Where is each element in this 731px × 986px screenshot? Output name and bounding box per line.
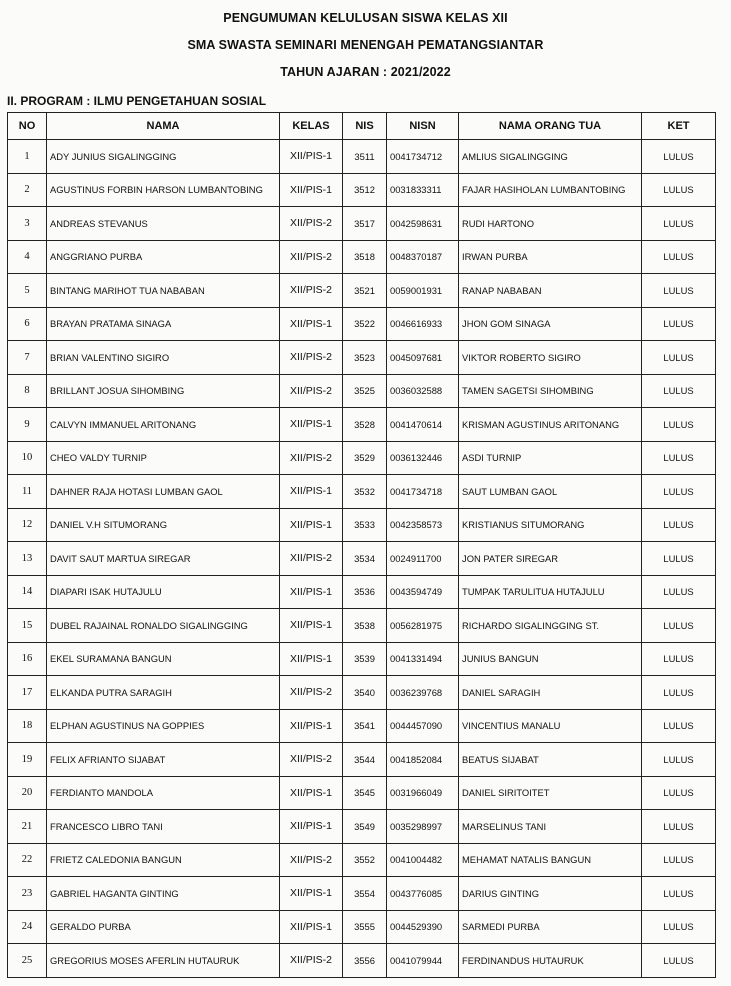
cell-nama-orang-tua: DARIUS GINTING [459, 877, 642, 911]
cell-kelas: XII/PIS-1 [280, 910, 343, 944]
cell-nama-orang-tua: FERDINANDUS HUTAURUK [459, 944, 642, 978]
cell-no: 5 [8, 274, 47, 308]
cell-ket: LULUS [642, 307, 716, 341]
cell-nama-orang-tua: FAJAR HASIHOLAN LUMBANTOBING [459, 173, 642, 207]
table-row [8, 274, 716, 308]
table-body [8, 140, 716, 978]
cell-nama: ADY JUNIUS SIGALINGGING [47, 140, 280, 174]
table-row [8, 341, 716, 375]
cell-nis: 3545 [343, 776, 387, 810]
cell-nama: DAHNER RAJA HOTASI LUMBAN GAOL [47, 475, 280, 509]
cell-kelas: XII/PIS-2 [280, 274, 343, 308]
cell-nama: GERALDO PURBA [47, 910, 280, 944]
cell-ket: LULUS [642, 609, 716, 643]
cell-nama: GABRIEL HAGANTA GINTING [47, 877, 280, 911]
table-row [8, 877, 716, 911]
cell-nis: 3529 [343, 441, 387, 475]
cell-ket: LULUS [642, 709, 716, 743]
cell-nama-orang-tua: RUDI HARTONO [459, 207, 642, 241]
column-header-nis: NIS [343, 113, 387, 140]
cell-nama: BRIAN VALENTINO SIGIRO [47, 341, 280, 375]
cell-kelas: XII/PIS-1 [280, 173, 343, 207]
cell-kelas: XII/PIS-1 [280, 776, 343, 810]
column-header-ket: KET [642, 113, 716, 140]
table-row [8, 944, 716, 978]
cell-nisn: 0043594749 [387, 575, 459, 609]
cell-no: 12 [8, 508, 47, 542]
cell-ket: LULUS [642, 274, 716, 308]
cell-no: 3 [8, 207, 47, 241]
table-row [8, 374, 716, 408]
cell-kelas: XII/PIS-1 [280, 709, 343, 743]
cell-nama-orang-tua: TAMEN SAGETSI SIHOMBING [459, 374, 642, 408]
cell-kelas: XII/PIS-1 [280, 307, 343, 341]
cell-nis: 3539 [343, 642, 387, 676]
cell-nama: DIAPARI ISAK HUTAJULU [47, 575, 280, 609]
cell-nisn: 0041852084 [387, 743, 459, 777]
cell-nis: 3549 [343, 810, 387, 844]
table-row [8, 676, 716, 710]
cell-nis: 3554 [343, 877, 387, 911]
cell-kelas: XII/PIS-1 [280, 408, 343, 442]
column-header-no: NO [8, 113, 47, 140]
cell-ket: LULUS [642, 575, 716, 609]
cell-nama: DAVIT SAUT MARTUA SIREGAR [47, 542, 280, 576]
table-row [8, 508, 716, 542]
cell-nama: FELIX AFRIANTO SIJABAT [47, 743, 280, 777]
cell-no: 4 [8, 240, 47, 274]
cell-nisn: 0031833311 [387, 173, 459, 207]
announcement-title: PENGUMUMAN KELULUSAN SISWA KELAS XII [223, 11, 508, 25]
cell-kelas: XII/PIS-2 [280, 944, 343, 978]
column-header-nama-orang-tua: NAMA ORANG TUA [459, 113, 642, 140]
cell-nis: 3523 [343, 341, 387, 375]
cell-nisn: 0031966049 [387, 776, 459, 810]
graduation-table [7, 112, 716, 978]
cell-no: 11 [8, 475, 47, 509]
table-row [8, 609, 716, 643]
cell-nama-orang-tua: KRISTIANUS SITUMORANG [459, 508, 642, 542]
cell-nis: 3517 [343, 207, 387, 241]
cell-nama-orang-tua: MEHAMAT NATALIS BANGUN [459, 843, 642, 877]
cell-kelas: XII/PIS-1 [280, 140, 343, 174]
cell-no: 14 [8, 575, 47, 609]
column-header-kelas: KELAS [280, 113, 343, 140]
cell-nama: DUBEL RAJAINAL RONALDO SIGALINGGING [47, 609, 280, 643]
cell-kelas: XII/PIS-2 [280, 542, 343, 576]
cell-nis: 3538 [343, 609, 387, 643]
table-row [8, 140, 716, 174]
cell-ket: LULUS [642, 240, 716, 274]
cell-ket: LULUS [642, 374, 716, 408]
cell-kelas: XII/PIS-1 [280, 508, 343, 542]
cell-nama-orang-tua: IRWAN PURBA [459, 240, 642, 274]
cell-nis: 3522 [343, 307, 387, 341]
table-row [8, 207, 716, 241]
cell-ket: LULUS [642, 207, 716, 241]
cell-nisn: 0041004482 [387, 843, 459, 877]
cell-nama: ELKANDA PUTRA SARAGIH [47, 676, 280, 710]
cell-ket: LULUS [642, 877, 716, 911]
cell-nis: 3521 [343, 274, 387, 308]
cell-nama: ANGGRIANO PURBA [47, 240, 280, 274]
table-row [8, 408, 716, 442]
cell-nisn: 0044529390 [387, 910, 459, 944]
cell-nisn: 0044457090 [387, 709, 459, 743]
cell-nama-orang-tua: JHON GOM SINAGA [459, 307, 642, 341]
cell-nisn: 0048370187 [387, 240, 459, 274]
cell-kelas: XII/PIS-2 [280, 676, 343, 710]
cell-ket: LULUS [642, 642, 716, 676]
cell-no: 18 [8, 709, 47, 743]
cell-no: 10 [8, 441, 47, 475]
cell-nis: 3544 [343, 743, 387, 777]
cell-nama: FRANCESCO LIBRO TANI [47, 810, 280, 844]
cell-nisn: 0041079944 [387, 944, 459, 978]
cell-nama-orang-tua: ASDI TURNIP [459, 441, 642, 475]
cell-ket: LULUS [642, 542, 716, 576]
cell-no: 24 [8, 910, 47, 944]
cell-nama: BRAYAN PRATAMA SINAGA [47, 307, 280, 341]
cell-kelas: XII/PIS-1 [280, 642, 343, 676]
cell-kelas: XII/PIS-2 [280, 341, 343, 375]
table-row [8, 441, 716, 475]
cell-ket: LULUS [642, 441, 716, 475]
table-row [8, 843, 716, 877]
cell-nama-orang-tua: RICHARDO SIGALINGGING ST. [459, 609, 642, 643]
cell-nisn: 0024911700 [387, 542, 459, 576]
cell-no: 20 [8, 776, 47, 810]
cell-nisn: 0036032588 [387, 374, 459, 408]
cell-nama-orang-tua: VINCENTIUS MANALU [459, 709, 642, 743]
cell-nisn: 0059001931 [387, 274, 459, 308]
cell-nama-orang-tua: DANIEL SIRITOITET [459, 776, 642, 810]
cell-nis: 3525 [343, 374, 387, 408]
cell-kelas: XII/PIS-1 [280, 575, 343, 609]
cell-nis: 3541 [343, 709, 387, 743]
table-row [8, 910, 716, 944]
cell-nama-orang-tua: SAUT LUMBAN GAOL [459, 475, 642, 509]
cell-nisn: 0042598631 [387, 207, 459, 241]
cell-nama-orang-tua: DANIEL SARAGIH [459, 676, 642, 710]
cell-nama-orang-tua: RANAP NABABAN [459, 274, 642, 308]
cell-nis: 3555 [343, 910, 387, 944]
cell-ket: LULUS [642, 743, 716, 777]
cell-nis: 3540 [343, 676, 387, 710]
cell-ket: LULUS [642, 408, 716, 442]
cell-nisn: 0036132446 [387, 441, 459, 475]
cell-nama-orang-tua: SARMEDI PURBA [459, 910, 642, 944]
cell-no: 17 [8, 676, 47, 710]
cell-ket: LULUS [642, 676, 716, 710]
cell-ket: LULUS [642, 173, 716, 207]
cell-ket: LULUS [642, 944, 716, 978]
cell-ket: LULUS [642, 910, 716, 944]
cell-no: 25 [8, 944, 47, 978]
cell-no: 15 [8, 609, 47, 643]
cell-nama-orang-tua: TUMPAK TARULITUA HUTAJULU [459, 575, 642, 609]
cell-no: 6 [8, 307, 47, 341]
cell-nis: 3534 [343, 542, 387, 576]
cell-kelas: XII/PIS-2 [280, 843, 343, 877]
table-row [8, 743, 716, 777]
school-name: SMA SWASTA SEMINARI MENENGAH PEMATANGSIANTAR [187, 38, 544, 52]
cell-nis: 3528 [343, 408, 387, 442]
cell-kelas: XII/PIS-2 [280, 441, 343, 475]
cell-nama: AGUSTINUS FORBIN HARSON LUMBANTOBING [47, 173, 280, 207]
cell-no: 1 [8, 140, 47, 174]
column-header-nisn: NISN [387, 113, 459, 140]
cell-ket: LULUS [642, 508, 716, 542]
cell-nama-orang-tua: AMLIUS SIGALINGGING [459, 140, 642, 174]
cell-nis: 3511 [343, 140, 387, 174]
table-row [8, 810, 716, 844]
cell-nis: 3512 [343, 173, 387, 207]
cell-nama: FERDIANTO MANDOLA [47, 776, 280, 810]
table-row [8, 173, 716, 207]
cell-no: 8 [8, 374, 47, 408]
cell-nisn: 0056281975 [387, 609, 459, 643]
cell-nama: ELPHAN AGUSTINUS NA GOPPIES [47, 709, 280, 743]
cell-nama: BINTANG MARIHOT TUA NABABAN [47, 274, 280, 308]
cell-ket: LULUS [642, 140, 716, 174]
cell-no: 16 [8, 642, 47, 676]
cell-nama-orang-tua: JUNIUS BANGUN [459, 642, 642, 676]
cell-ket: LULUS [642, 810, 716, 844]
cell-nis: 3518 [343, 240, 387, 274]
cell-no: 2 [8, 173, 47, 207]
cell-nisn: 0041331494 [387, 642, 459, 676]
cell-nisn: 0041734718 [387, 475, 459, 509]
cell-nisn: 0041470614 [387, 408, 459, 442]
cell-nisn: 0043776085 [387, 877, 459, 911]
cell-nama-orang-tua: JON PATER SIREGAR [459, 542, 642, 576]
table-row [8, 542, 716, 576]
cell-ket: LULUS [642, 341, 716, 375]
cell-nama: BRILLANT JOSUA SIHOMBING [47, 374, 280, 408]
cell-no: 13 [8, 542, 47, 576]
cell-nis: 3552 [343, 843, 387, 877]
cell-kelas: XII/PIS-2 [280, 374, 343, 408]
table-row [8, 475, 716, 509]
academic-year: TAHUN AJARAN : 2021/2022 [280, 65, 451, 79]
cell-nama: GREGORIUS MOSES AFERLIN HUTAURUK [47, 944, 280, 978]
cell-no: 7 [8, 341, 47, 375]
cell-nama-orang-tua: MARSELINUS TANI [459, 810, 642, 844]
cell-ket: LULUS [642, 843, 716, 877]
cell-nisn: 0046616933 [387, 307, 459, 341]
cell-no: 22 [8, 843, 47, 877]
cell-kelas: XII/PIS-1 [280, 609, 343, 643]
cell-nama-orang-tua: KRISMAN AGUSTINUS ARITONANG [459, 408, 642, 442]
table-header-row [8, 113, 716, 140]
cell-nama: CALVYN IMMANUEL ARITONANG [47, 408, 280, 442]
table-row [8, 575, 716, 609]
cell-kelas: XII/PIS-1 [280, 475, 343, 509]
table-row [8, 776, 716, 810]
cell-no: 9 [8, 408, 47, 442]
cell-nis: 3556 [343, 944, 387, 978]
column-header-nama: NAMA [47, 113, 280, 140]
cell-kelas: XII/PIS-2 [280, 743, 343, 777]
cell-nis: 3533 [343, 508, 387, 542]
cell-kelas: XII/PIS-1 [280, 877, 343, 911]
table-row [8, 240, 716, 274]
table-row [8, 307, 716, 341]
table-row [8, 709, 716, 743]
cell-nama: CHEO VALDY TURNIP [47, 441, 280, 475]
cell-nama: EKEL SURAMANA BANGUN [47, 642, 280, 676]
cell-kelas: XII/PIS-1 [280, 810, 343, 844]
cell-nisn: 0042358573 [387, 508, 459, 542]
cell-no: 19 [8, 743, 47, 777]
cell-nama: FRIETZ CALEDONIA BANGUN [47, 843, 280, 877]
table-row [8, 642, 716, 676]
program-heading: II. PROGRAM : ILMU PENGETAHUAN SOSIAL [7, 94, 267, 108]
cell-kelas: XII/PIS-2 [280, 240, 343, 274]
cell-nisn: 0035298997 [387, 810, 459, 844]
cell-nis: 3532 [343, 475, 387, 509]
cell-nama: ANDREAS STEVANUS [47, 207, 280, 241]
cell-ket: LULUS [642, 475, 716, 509]
cell-nama-orang-tua: BEATUS SIJABAT [459, 743, 642, 777]
cell-nama: DANIEL V.H SITUMORANG [47, 508, 280, 542]
cell-ket: LULUS [642, 776, 716, 810]
cell-nama-orang-tua: VIKTOR ROBERTO SIGIRO [459, 341, 642, 375]
cell-nisn: 0045097681 [387, 341, 459, 375]
cell-no: 23 [8, 877, 47, 911]
cell-nisn: 0036239768 [387, 676, 459, 710]
cell-nis: 3536 [343, 575, 387, 609]
cell-kelas: XII/PIS-2 [280, 207, 343, 241]
cell-no: 21 [8, 810, 47, 844]
cell-nisn: 0041734712 [387, 140, 459, 174]
